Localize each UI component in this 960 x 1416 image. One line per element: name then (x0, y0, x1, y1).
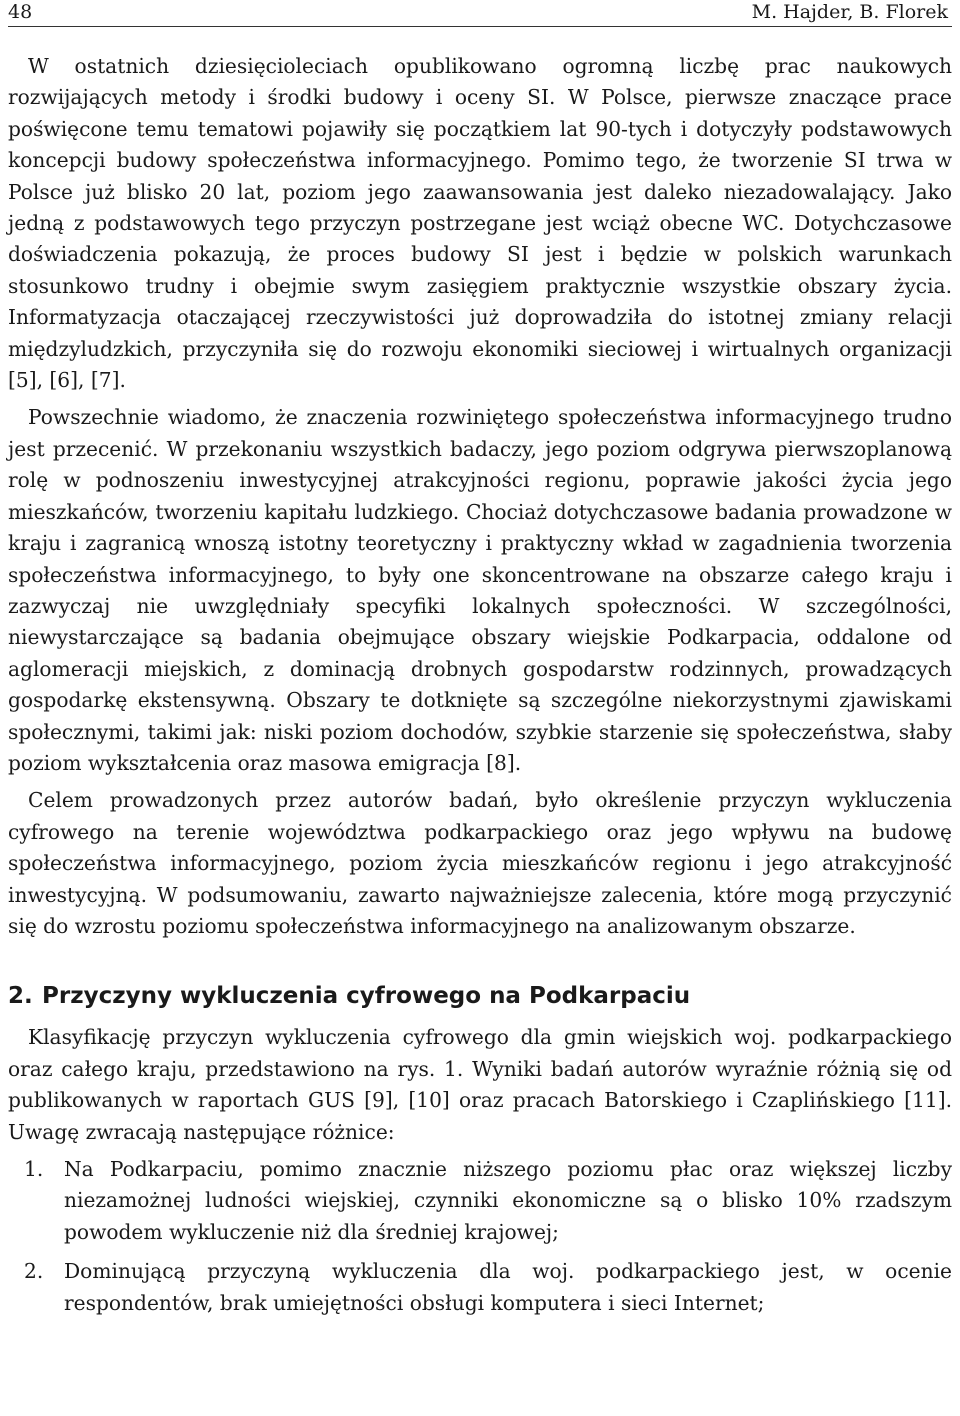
running-header-authors: M. Hajder, B. Florek (751, 1, 948, 23)
numbered-list (8, 1154, 952, 1319)
body-paragraph: Celem prowadzonych przez autorów badań, było określenie przyczyn wykluczenia cyfrowego na terenie województwa podkarpackiego oraz jego wpływu na budowę społeczeństwa informacyjnego, poziom życia mieszkańców regionu i jego atrakcyjność inwestycyjną. W podsumowaniu, zawarto najważniejsze zalecenia, które mogą przyczynić się do wzrostu poziomu społeczeństwa informacyjnego na analizowanym obszarze. (8, 788, 952, 938)
list-marker: 2. (24, 1259, 44, 1284)
body-paragraph: W ostatnich dziesięcioleciach opublikowano ogromną liczbę prac naukowych rozwijających metody i środki budowy i oceny SI. W Polsce, pierwsze znaczące prace poświęcone temu tematowi pojawiły się początkiem lat 90-tych i dotyczyły podstawowych koncepcji budowy społeczeństwa informacyjnego. Pomimo tego, że tworzenie SI trwa w Polsce już blisko 20 lat, poziom jego zaawansowania jest daleko niezadowalający. Jako jedną z podstawowych tego przyczyn postrzegane jest wciąż obecne WC. Dotychczasowe doświadczenia pokazują, że proces budowy SI jest i będzie w polskich warunkach stosunkowo trudny i obejmie swym zasięgiem praktycznie wszystkie obszary życia. Informatyzacja otaczającej rzeczywistości już doprowadziła do istotnej zmiany relacji międzyludzkich, przyczyniła się do rozwoju ekonomiki sieciowej i wirtualnych organizacji [5], [6], [7]. (8, 54, 952, 393)
section-heading (8, 980, 952, 1012)
page-number: 48 (8, 1, 33, 23)
list-marker: 1. (24, 1157, 44, 1181)
section-number: 2. (8, 983, 33, 1010)
list-item-text: Dominującą przyczyną wykluczenia dla woj. podkarpackiego jest, w ocenie respondentów, brak umiejętności obsługi komputera i sieci Internet; (64, 1259, 952, 1315)
running-header (8, 0, 952, 27)
page-body (8, 27, 952, 1319)
list-item-text: Na Podkarpaciu, pomimo znacznie niższego poziomu płac oraz większej liczby niezamożnej ludności wiejskiej, czynniki ekonomiczne są o blisko 10% rzadszym powodem wykluczenie niż dla średniej krajowej; (64, 1157, 952, 1244)
section-title: Przyczyny wykluczenia cyfrowego na Podkarpaciu (42, 983, 691, 1010)
list-item (8, 1154, 952, 1248)
body-paragraph: Klasyfikację przyczyn wykluczenia cyfrowego dla gmin wiejskich woj. podkarpackiego oraz całego kraju, przedstawiono na rys. 1. Wyniki badań autorów wyraźnie różnią się od publikowanych w raportach GUS [9], [10] oraz pracach Batorskiego i Czaplińskiego [11]. Uwagę zwracają następujące różnice: (8, 1025, 952, 1144)
body-paragraph: Powszechnie wiadomo, że znaczenia rozwiniętego społeczeństwa informacyjnego trudno jest przecenić. W przekonaniu wszystkich badaczy, jego poziom odgrywa pierwszoplanową rolę w podnoszeniu inwestycyjnej atrakcyjności regionu, poprawie jakości życia jego mieszkańców, tworzeniu kapitału ludzkiego. Chociaż dotychczasowe badania prowadzone w kraju i zagranicą wnoszą istotny teoretyczny i praktyczny wkład w zagadnienia tworzenia społeczeństwa informacyjnego, to były one skoncentrowane na obszarze całego kraju i zazwyczaj nie uwzględniały specyfiki lokalnych społeczności. W szczególności, niewystarczające są badania obejmujące obszary wiejskie Podkarpacia, oddalone od aglomeracji miejskich, z dominacją drobnych gospodarstw rodzinnych, prowadzących gospodarkę ekstensywną. Obszary te dotknięte są szczególne niekorzystnymi zjawiskami społecznymi, takimi jak: niski poziom dochodów, szybkie starzenie się społeczeństwa, słaby poziom wykształcenia oraz masowa emigracja [8]. (8, 405, 952, 775)
list-item (8, 1256, 952, 1319)
